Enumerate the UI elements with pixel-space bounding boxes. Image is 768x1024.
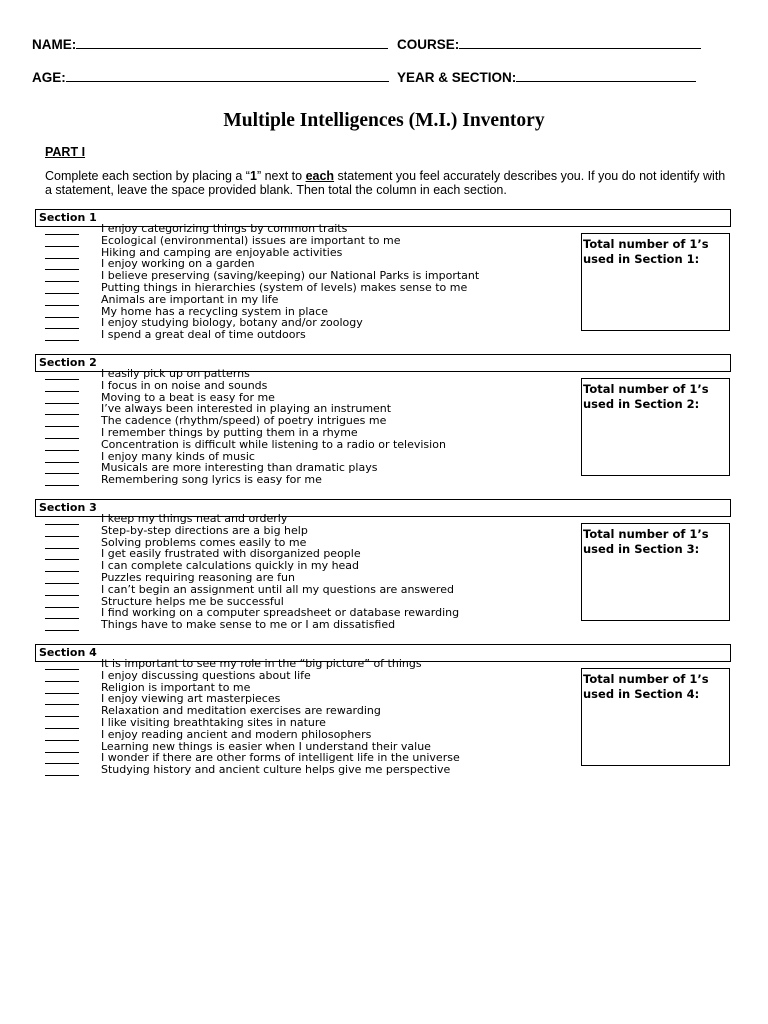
answer-blank[interactable] bbox=[45, 248, 79, 259]
answer-blank[interactable] bbox=[45, 283, 79, 294]
answer-blank[interactable] bbox=[45, 765, 79, 776]
year-section-field-row bbox=[397, 68, 696, 85]
statement-text: I believe preserving (saving/keeping) our National Parks is important bbox=[101, 269, 480, 283]
answer-blank[interactable] bbox=[45, 538, 79, 549]
statement-text: I enjoy many kinds of music bbox=[101, 449, 255, 463]
answer-blank[interactable] bbox=[45, 295, 79, 306]
statement-text: Relaxation and meditation exercises are rewarding bbox=[101, 704, 381, 718]
section-label: Section 2 bbox=[39, 356, 97, 369]
answer-blank[interactable] bbox=[45, 573, 79, 584]
statement-text: I’ve always been interested in playing an instrument bbox=[101, 402, 392, 416]
statement-list bbox=[35, 369, 575, 487]
statement-text: Learning new things is easier when I understand their value bbox=[101, 739, 431, 753]
answer-blank[interactable] bbox=[45, 597, 79, 608]
statement-text: I enjoy categorizing things by common traits bbox=[101, 222, 348, 235]
answer-blank[interactable] bbox=[45, 271, 79, 282]
statement-text: Moving to a beat is easy for me bbox=[101, 390, 275, 404]
answer-blank[interactable] bbox=[45, 620, 79, 631]
total-label bbox=[583, 527, 709, 557]
statement-text: Puzzles requiring reasoning are fun bbox=[101, 570, 295, 584]
year-section-input-line[interactable] bbox=[516, 68, 696, 82]
statement-row bbox=[35, 330, 575, 342]
total-label-line1: Total number of 1’s bbox=[583, 527, 709, 541]
statement-text: I get easily frustrated with disorganized people bbox=[101, 547, 361, 561]
answer-blank[interactable] bbox=[45, 393, 79, 404]
total-box[interactable] bbox=[581, 523, 730, 621]
statement-text: I remember things by putting them in a rhyme bbox=[101, 425, 358, 439]
statement-text: Animals are important in my life bbox=[101, 292, 279, 306]
total-label bbox=[583, 382, 709, 412]
statement-text: Putting things in hierarchies (system of levels) makes sense to me bbox=[101, 280, 468, 294]
answer-blank[interactable] bbox=[45, 381, 79, 392]
total-label-line2: used in Section 4: bbox=[583, 687, 700, 701]
statement-row bbox=[35, 620, 575, 632]
year-section-label: YEAR & SECTION: bbox=[397, 70, 517, 85]
statement-row bbox=[35, 765, 575, 777]
statement-text: It is important to see my role in the “big picture” of things bbox=[101, 657, 422, 670]
answer-blank[interactable] bbox=[45, 369, 79, 380]
total-box[interactable] bbox=[581, 378, 730, 476]
statement-text: Ecological (environmental) issues are important to me bbox=[101, 233, 401, 247]
statement-text: Concentration is difficult while listening to a radio or television bbox=[101, 437, 446, 451]
answer-blank[interactable] bbox=[45, 452, 79, 463]
statement-text: Hiking and camping are enjoyable activities bbox=[101, 245, 343, 259]
answer-blank[interactable] bbox=[45, 404, 79, 415]
statement-text: I spend a great deal of time outdoors bbox=[101, 328, 306, 342]
total-label bbox=[583, 672, 709, 702]
answer-blank[interactable] bbox=[45, 440, 79, 451]
answer-blank[interactable] bbox=[45, 307, 79, 318]
statement-text: I enjoy discussing questions about life bbox=[101, 668, 311, 682]
answer-blank[interactable] bbox=[45, 706, 79, 717]
answer-blank[interactable] bbox=[45, 416, 79, 427]
section-label: Section 1 bbox=[39, 211, 97, 224]
statement-text: Structure helps me be successful bbox=[101, 594, 284, 608]
statement-text: I enjoy viewing art masterpieces bbox=[101, 692, 281, 706]
total-label-line2: used in Section 2: bbox=[583, 397, 700, 411]
total-label-line1: Total number of 1’s bbox=[583, 672, 709, 686]
answer-blank[interactable] bbox=[45, 475, 79, 486]
answer-blank[interactable] bbox=[45, 659, 79, 670]
statement-text: I easily pick up on patterns bbox=[101, 367, 250, 380]
total-box[interactable] bbox=[581, 233, 730, 331]
statement-text: I like visiting breathtaking sites in nature bbox=[101, 715, 326, 729]
name-field-row bbox=[32, 35, 388, 52]
statement-text: I enjoy working on a garden bbox=[101, 257, 255, 271]
instructions bbox=[45, 169, 735, 197]
statement-text: Things have to make sense to me or I am dissatisfied bbox=[101, 618, 396, 632]
instructions-text-end: statement you feel accurately describes you. If you do not identify with a statement, leave the space provided blank. Then total the column in each section. bbox=[45, 169, 726, 197]
total-label-line2: used in Section 1: bbox=[583, 252, 700, 266]
answer-blank[interactable] bbox=[45, 671, 79, 682]
age-label: AGE: bbox=[32, 70, 66, 85]
instructions-text-mid: ” next to bbox=[256, 169, 306, 183]
answer-blank[interactable] bbox=[45, 585, 79, 596]
answer-blank[interactable] bbox=[45, 608, 79, 619]
statement-text: My home has a recycling system in place bbox=[101, 304, 328, 318]
answer-blank[interactable] bbox=[45, 318, 79, 329]
statement-list bbox=[35, 514, 575, 632]
age-field-row bbox=[32, 68, 389, 85]
answer-blank[interactable] bbox=[45, 236, 79, 247]
name-input-line[interactable] bbox=[76, 35, 388, 49]
statement-text: I focus in on noise and sounds bbox=[101, 378, 268, 392]
course-label: COURSE: bbox=[397, 37, 460, 52]
answer-blank[interactable] bbox=[45, 753, 79, 764]
name-label: NAME: bbox=[32, 37, 77, 52]
answer-blank[interactable] bbox=[45, 730, 79, 741]
part-heading: PART I bbox=[45, 145, 86, 159]
statement-text: I enjoy reading ancient and modern philosophers bbox=[101, 727, 372, 741]
age-input-line[interactable] bbox=[66, 68, 389, 82]
statement-text: I can complete calculations quickly in my head bbox=[101, 559, 360, 573]
answer-blank[interactable] bbox=[45, 224, 79, 235]
instructions-text-start: Complete each section by placing a “ bbox=[45, 169, 250, 183]
statement-list bbox=[35, 659, 575, 777]
statement-text: I can’t begin an assignment until all my questions are answered bbox=[101, 582, 454, 596]
answer-blank[interactable] bbox=[45, 514, 79, 525]
answer-blank[interactable] bbox=[45, 526, 79, 537]
statement-text: I keep my things neat and orderly bbox=[101, 512, 288, 525]
answer-blank[interactable] bbox=[45, 561, 79, 572]
total-label-line1: Total number of 1’s bbox=[583, 382, 709, 396]
answer-blank[interactable] bbox=[45, 463, 79, 474]
answer-blank[interactable] bbox=[45, 259, 79, 270]
answer-blank[interactable] bbox=[45, 742, 79, 753]
section-label: Section 3 bbox=[39, 501, 97, 514]
statement-text: I wonder if there are other forms of intelligent life in the universe bbox=[101, 751, 460, 765]
answer-blank[interactable] bbox=[45, 549, 79, 560]
answer-blank[interactable] bbox=[45, 428, 79, 439]
statement-text: Solving problems comes easily to me bbox=[101, 535, 307, 549]
answer-blank[interactable] bbox=[45, 694, 79, 705]
statement-text: I find working on a computer spreadsheet or database rewarding bbox=[101, 606, 460, 620]
statement-text: Religion is important to me bbox=[101, 680, 251, 694]
course-field-row bbox=[397, 35, 701, 52]
page-title: Multiple Intelligences (M.I.) Inventory bbox=[223, 110, 545, 131]
statement-text: Remembering song lyrics is easy for me bbox=[101, 473, 322, 487]
answer-blank[interactable] bbox=[45, 330, 79, 341]
total-box[interactable] bbox=[581, 668, 730, 766]
statement-text: The cadence (rhythm/speed) of poetry intrigues me bbox=[101, 414, 387, 428]
instructions-each-emphasis: each bbox=[305, 169, 335, 183]
statement-text: I enjoy studying biology, botany and/or zoology bbox=[101, 316, 363, 330]
statement-text: Step-by-step directions are a big help bbox=[101, 523, 308, 537]
statement-list bbox=[35, 224, 575, 342]
statement-text: Musicals are more interesting than dramatic plays bbox=[101, 461, 378, 475]
course-input-line[interactable] bbox=[459, 35, 701, 49]
statement-text: Studying history and ancient culture helps give me perspective bbox=[101, 763, 451, 777]
instructions-bold-number: 1 bbox=[249, 169, 257, 183]
section-label: Section 4 bbox=[39, 646, 97, 659]
answer-blank[interactable] bbox=[45, 683, 79, 694]
total-label-line1: Total number of 1’s bbox=[583, 237, 709, 251]
answer-blank[interactable] bbox=[45, 718, 79, 729]
total-label-line2: used in Section 3: bbox=[583, 542, 700, 556]
total-label bbox=[583, 237, 709, 267]
statement-row bbox=[35, 475, 575, 487]
